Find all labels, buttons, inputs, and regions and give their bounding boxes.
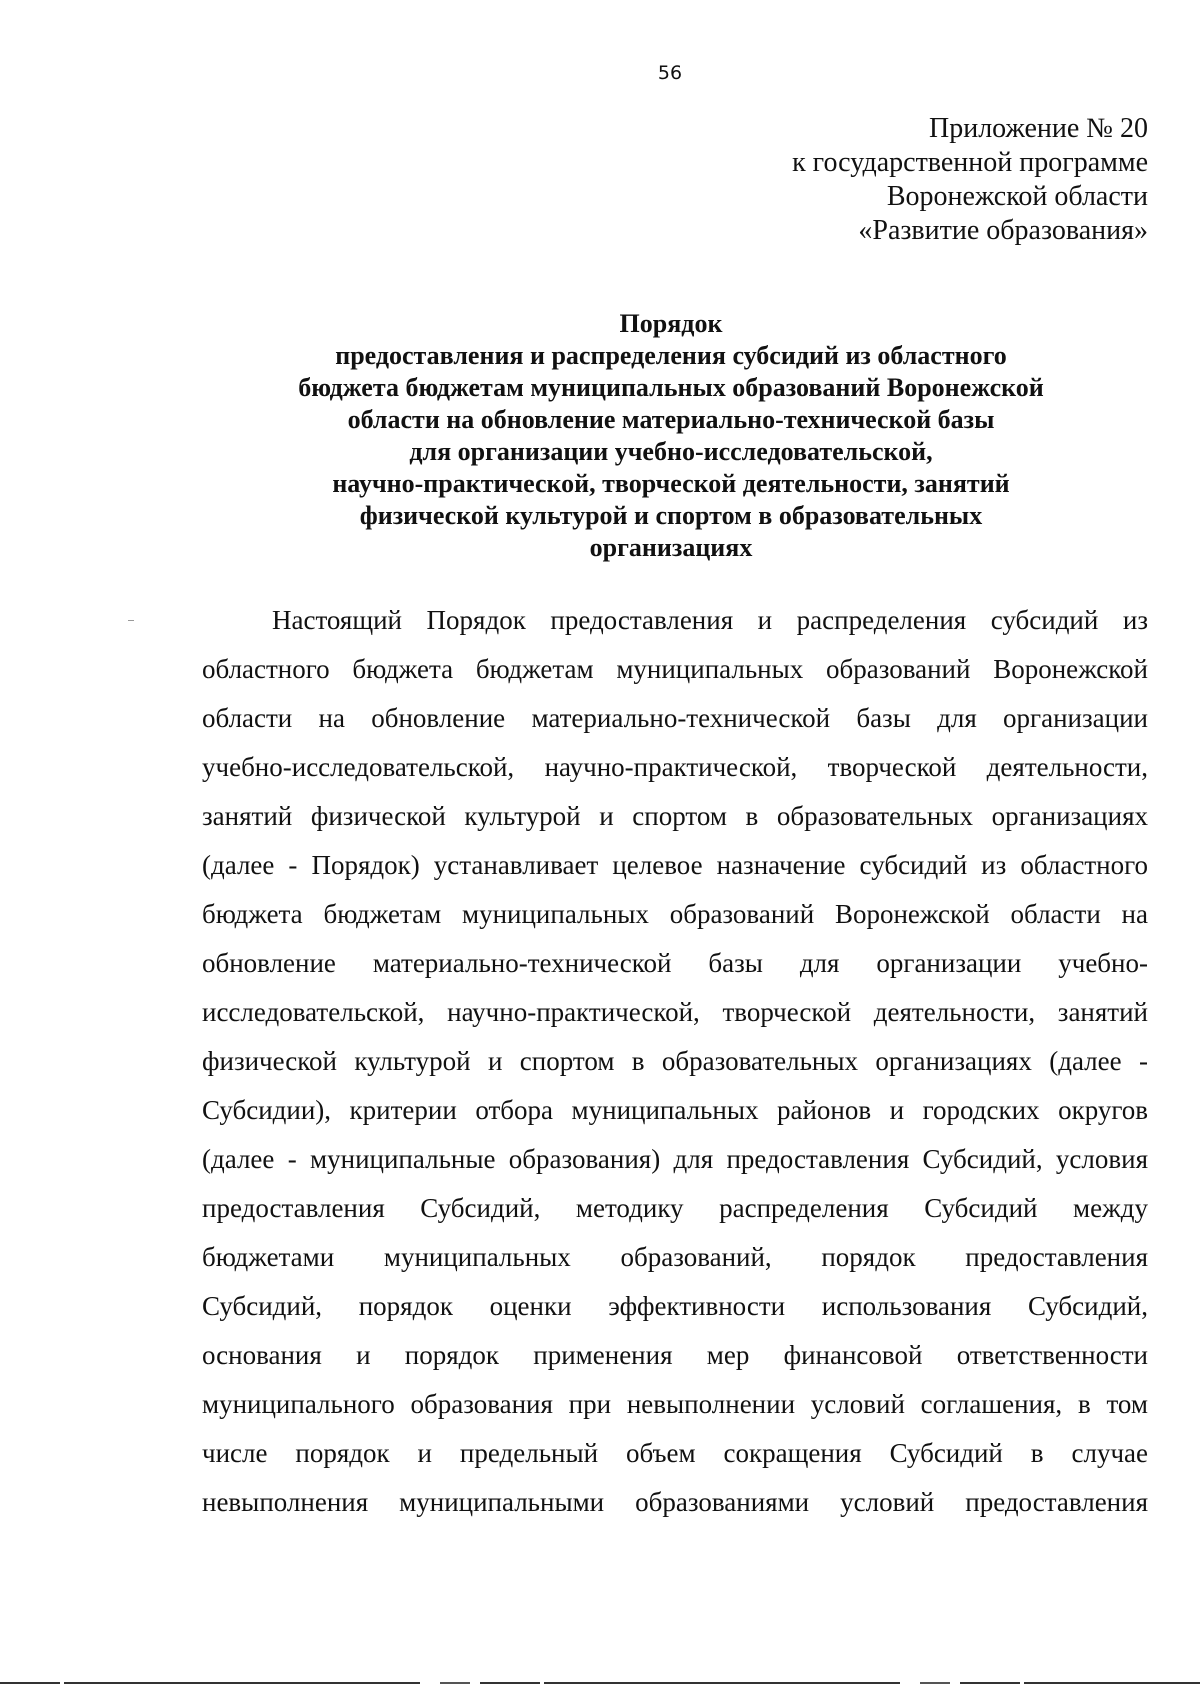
body-line: (далее - муниципальные образования) для предоставления Субсидий, условия (202, 1144, 1148, 1174)
body-line: Субсидий, порядок оценки эффективности использования Субсидий, (202, 1291, 1148, 1321)
body-line: муниципального образования при невыполнении условий соглашения, в том (202, 1389, 1148, 1419)
body-line: физической культурой и спортом в образовательных организациях (далее - (202, 1046, 1148, 1076)
body-line: исследовательской, научно-практической, творческой деятельности, занятий (202, 997, 1148, 1027)
scan-edge-line (0, 1682, 1200, 1684)
body-line: учебно-исследовательской, научно-практической, творческой деятельности, (202, 752, 1148, 782)
title-line: области на обновление материально-технической базы (347, 405, 995, 434)
title-line: бюджета бюджетам муниципальных образований Воронежской (298, 373, 1044, 402)
margin-mark (128, 620, 134, 621)
appendix-reference (792, 112, 1148, 248)
body-line: числе порядок и предельный объем сокращения Субсидий в случае (202, 1438, 1148, 1468)
page-number: 56 (657, 62, 683, 84)
body-paragraph (202, 596, 1148, 1527)
body-line: (далее - Порядок) устанавливает целевое назначение субсидий из областного (202, 850, 1148, 880)
appendix-line: Приложение № 20 (929, 113, 1148, 144)
body-line: невыполнения муниципальными образованиями условий предоставления (202, 1487, 1148, 1517)
document-title (200, 308, 1142, 564)
appendix-line: «Развитие образования» (858, 215, 1148, 246)
appendix-line: Воронежской области (886, 181, 1148, 212)
body-line: обновление материально-технической базы для организации учебно- (202, 948, 1148, 978)
body-line: бюджетами муниципальных образований, порядок предоставления (202, 1242, 1148, 1272)
body-line: областного бюджета бюджетам муниципальных образований Воронежской (202, 654, 1148, 684)
title-line: Порядок (619, 309, 723, 338)
body-line: предоставления Субсидий, методику распределения Субсидий между (202, 1193, 1148, 1223)
body-line: занятий физической культурой и спортом в образовательных организациях (202, 801, 1148, 831)
title-line: для организации учебно-исследовательской, (409, 437, 933, 466)
title-line: организациях (589, 533, 753, 562)
body-line: области на обновление материально-технической базы для организации (202, 703, 1148, 733)
body-line: Субсидии), критерии отбора муниципальных районов и городских округов (202, 1095, 1148, 1125)
title-line: физической культурой и спортом в образовательных (359, 501, 983, 530)
title-line: научно-практической, творческой деятельности, занятий (332, 469, 1010, 498)
appendix-line: к государственной программе (792, 147, 1148, 178)
body-line: Настоящий Порядок предоставления и распределения субсидий из (272, 605, 1148, 635)
body-line: основания и порядок применения мер финансовой ответственности (202, 1340, 1148, 1370)
body-line: бюджета бюджетам муниципальных образований Воронежской области на (202, 899, 1148, 929)
title-line: предоставления и распределения субсидий из областного (335, 341, 1007, 370)
